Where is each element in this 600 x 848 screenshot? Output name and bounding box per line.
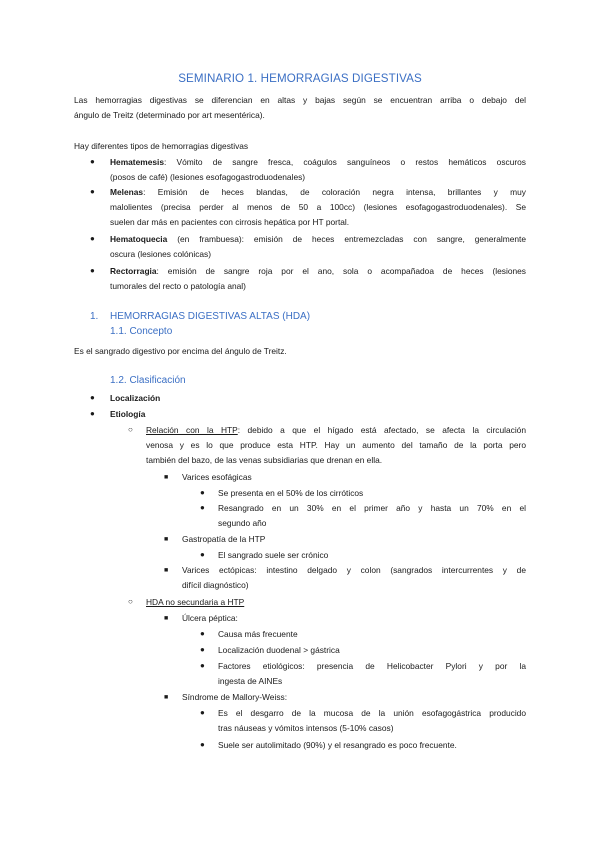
bullet-icon: ● (90, 234, 95, 243)
type-hematemesis-line-1 (110, 157, 526, 167)
classification-localizacion: Localización (110, 393, 161, 403)
type-term: Hematemesis (110, 157, 165, 167)
type-desc: : Vómito de sangre fresca, coágulos sanguíneos o restos hemáticos oscuros (164, 157, 526, 167)
intro-line-2: ángulo de Treitz (determinado por art mesentérica). (74, 110, 265, 120)
type-term: Hematoquecia (110, 234, 168, 244)
concept-text: Es el sangrado digestivo por encima del ángulo de Treitz. (74, 346, 287, 356)
intro-line-1: Las hemorragias digestivas se diferencian en altas y bajas según se encuentran arriba o debajo del (74, 95, 526, 105)
type-desc: : emisión de sangre roja por el ano, sola o acompañadoa de heces (lesiones (156, 266, 526, 276)
bullet-icon: ● (200, 629, 205, 638)
gastropatia: Gastropatía de la HTP (182, 534, 266, 544)
varices-ectopicas-line-1: Varices ectópicas: intestino delgado y colon (sangrados intercurrentes y de (182, 565, 526, 575)
classification-etiologia: Etiología (110, 409, 146, 419)
varices-point-2-line-2: segundo año (218, 518, 267, 528)
square-bullet-icon: ■ (164, 474, 169, 481)
type-term: Melenas (110, 187, 144, 197)
type-term: Rectorragia (110, 266, 157, 276)
bullet-icon: ● (90, 393, 95, 402)
ulcera-point-3-line-1: Factores etiológicos: presencia de Helicobacter Pylori y por la (218, 661, 526, 671)
circle-bullet-icon: ○ (128, 425, 133, 434)
htp-label: Relación con la HTP (146, 425, 238, 435)
bullet-icon: ● (200, 488, 205, 497)
type-hematemesis-line-2: (posos de café) (lesiones esofagogastroduodenales) (110, 172, 306, 182)
subsection-1-2-title: 1.2. Clasificación (110, 375, 186, 386)
circle-bullet-icon: ○ (128, 597, 133, 606)
ulcera-point-3-line-2: ingesta de AINEs (218, 676, 283, 686)
varices-ectopicas-line-2: difícil diagnóstico) (182, 580, 249, 590)
bullet-icon: ● (200, 708, 205, 717)
square-bullet-icon: ■ (164, 615, 169, 622)
types-intro: Hay diferentes tipos de hemorragias digestivas (74, 141, 249, 151)
varices-point-2-line-1: Resangrado en un 30% en el primer año y hasta un 70% en el (218, 503, 526, 513)
ulcera-peptica: Úlcera péptica: (182, 613, 238, 623)
bullet-icon: ● (200, 645, 205, 654)
bullet-icon: ● (200, 661, 205, 670)
mallory-point-2: Suele ser autolimitado (90%) y el resangrado es poco frecuente. (218, 740, 457, 750)
varices-point-1: Se presenta en el 50% de los cirróticos (218, 488, 364, 498)
type-melenas-line-2: malolientes (precisa perder al menos de 50 a 100cc) (lesiones esofagogastroduodenales). Se (110, 202, 526, 212)
bullet-icon: ● (90, 157, 95, 166)
type-desc: (en frambuesa): emisión de heces entremezcladas con sangre, generalmente (167, 234, 526, 244)
square-bullet-icon: ■ (164, 694, 169, 701)
type-hematoquecia-line-2: oscura (lesiones colónicas) (110, 249, 212, 259)
mallory-point-1-line-2: tras náuseas y vómitos intensos (5-10% casos) (218, 723, 394, 733)
page-title: SEMINARIO 1. HEMORRAGIAS DIGESTIVAS (178, 72, 422, 85)
mallory-weiss: Síndrome de Mallory-Weiss: (182, 692, 288, 702)
bullet-icon: ● (200, 550, 205, 559)
htp-line-1 (146, 425, 526, 435)
bullet-icon: ● (90, 409, 95, 418)
bullet-icon: ● (90, 266, 95, 275)
bullet-icon: ● (90, 187, 95, 196)
type-desc: : Emisión de heces blandas, de coloración negra intensa, brillantes y muy (143, 187, 526, 197)
type-rectorragia-line-1 (110, 266, 526, 276)
square-bullet-icon: ■ (164, 567, 169, 574)
htp-line-3: también del bazo, de las venas subsidiarias que drenan en ella. (146, 455, 383, 465)
type-melenas-line-3: suelen dar más en pacientes con cirrosis hepática por HT portal. (110, 217, 350, 227)
bullet-icon: ● (200, 740, 205, 749)
subsection-1-1-title: 1.1. Concepto (110, 326, 173, 337)
hda-no-htp: HDA no secundaria a HTP (146, 597, 245, 607)
varices-esofagicas: Varices esofágicas (182, 472, 252, 482)
htp-desc: : debido a que el hígado está afectado, se afecta la circulación (237, 425, 527, 435)
section-1-title: HEMORRAGIAS DIGESTIVAS ALTAS (HDA) (110, 311, 311, 322)
type-rectorragia-line-2: tumorales del recto o patología anal) (110, 281, 246, 291)
ulcera-point-2: Localización duodenal > gástrica (218, 645, 340, 655)
square-bullet-icon: ■ (164, 536, 169, 543)
mallory-point-1-line-1: Es el desgarro de la mucosa de la unión esofagogástrica producido (218, 708, 526, 718)
gastropatia-point-1: El sangrado suele ser crónico (218, 550, 329, 560)
htp-line-2: venosa y es lo que produce esta HTP. Hay un aumento del tamaño de la porta pero (146, 440, 526, 450)
ulcera-point-1: Causa más frecuente (218, 629, 298, 639)
type-hematoquecia-line-1 (110, 234, 526, 244)
bullet-icon: ● (200, 503, 205, 512)
section-1-number: 1. (90, 311, 99, 322)
type-melenas-line-1 (110, 187, 526, 197)
